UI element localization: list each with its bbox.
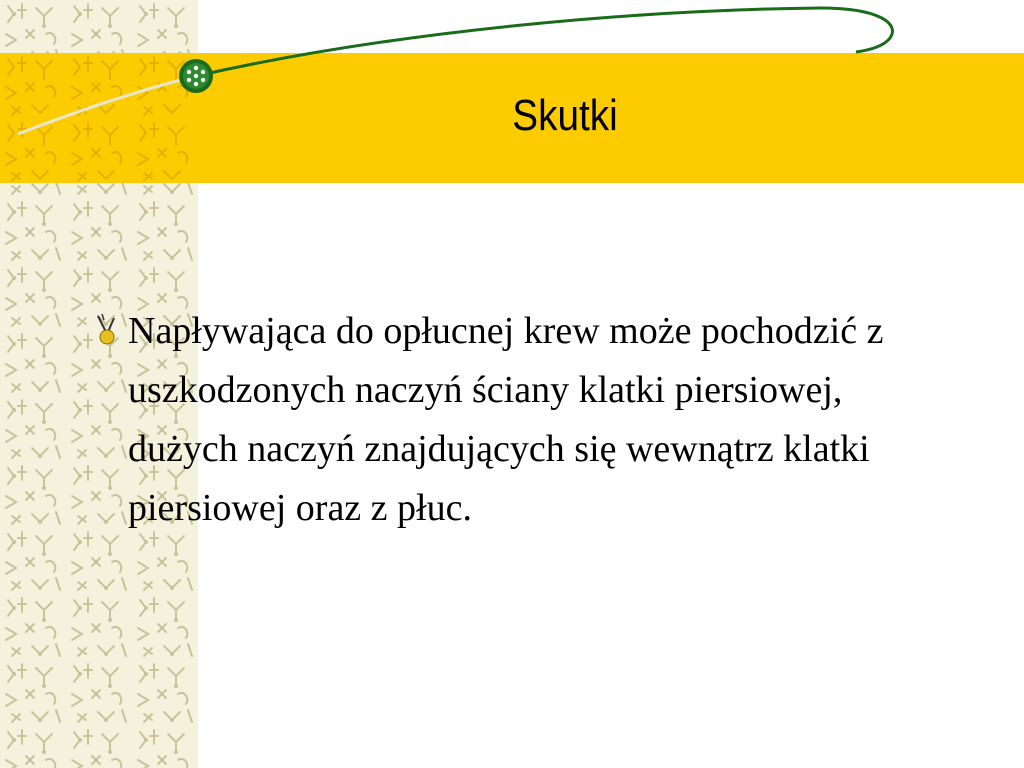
sprout-bullet-icon [92, 310, 122, 346]
bullet-text: Napływająca do opłucnej krew może pochodzić z uszkodzonych naczyń ściany klatki piersiowej, dużych naczyń znajdujących się wewnątrz klatki piersiowej oraz z płuc. [128, 310, 884, 529]
slide-title: Skutki [512, 91, 618, 140]
green-swoosh-icon [0, 0, 1024, 200]
